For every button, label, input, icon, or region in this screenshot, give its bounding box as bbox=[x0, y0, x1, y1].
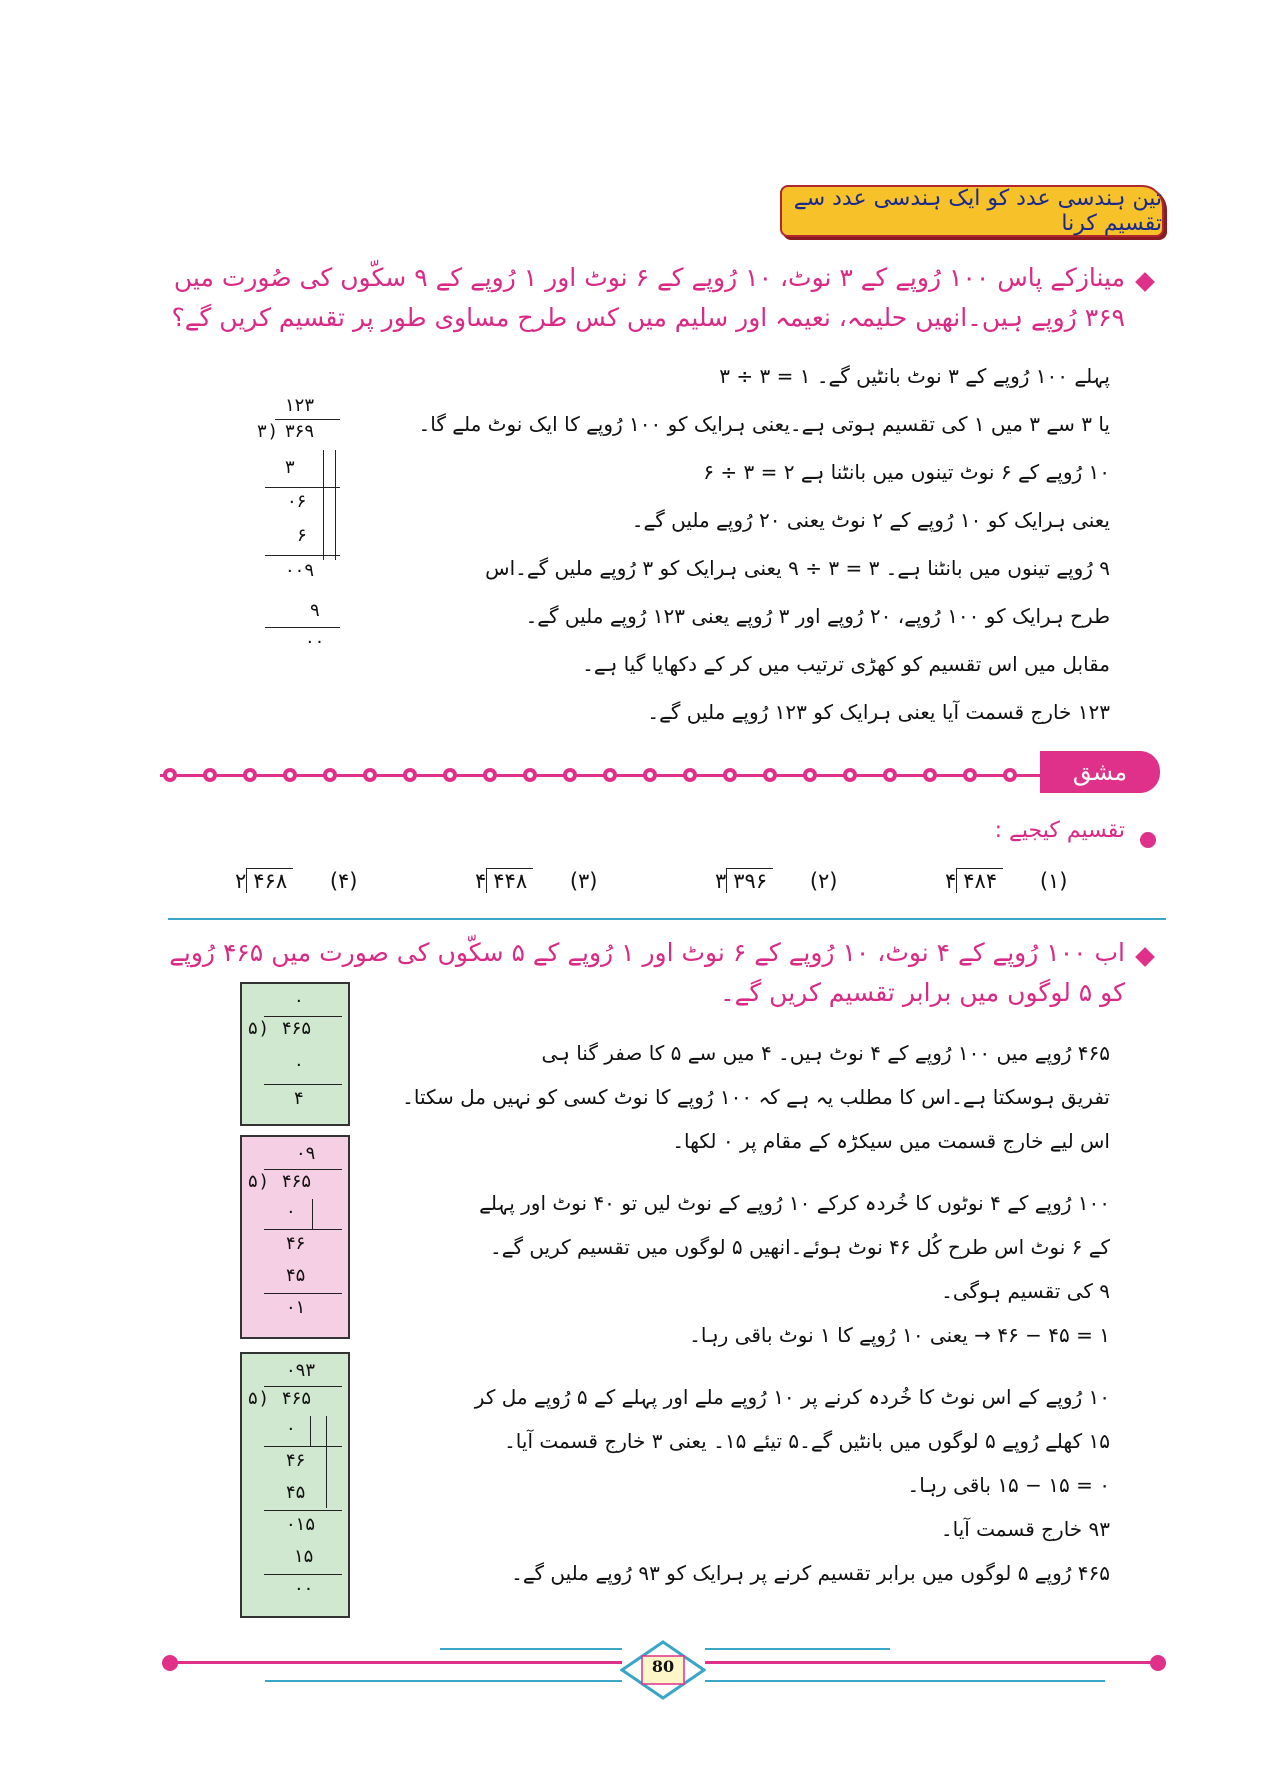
problem2-line: اس لیے خارج قسمت میں سیکڑہ کے مقام پر ۰ لکھا۔ bbox=[672, 1129, 1110, 1153]
decorative-chain bbox=[160, 765, 1040, 785]
step: ۰۰ bbox=[305, 631, 325, 652]
division-box-3: ۰۹۳ ۵ ) ۴۶۵ ۰ ۴۶ ۴۵ ۰۱۵ ۱۵ ۰۰ bbox=[240, 1352, 350, 1618]
divisor: ۳ bbox=[257, 421, 267, 442]
bullet-diamond-icon bbox=[1135, 272, 1155, 292]
step: ۰۱ bbox=[286, 1297, 306, 1318]
problem2-line: تفریق ہوسکتا ہے۔اس کا مطلب یہ ہے کہ ۱۰۰ رُوپے کا نوٹ کسی کو نہیں مل سکتا۔ bbox=[402, 1085, 1110, 1109]
problem2-line: ۱۰۰ رُوپے کے ۴ نوٹوں کا خُردہ کرکے ۱۰ رُوپے کے نوٹ لیں تو ۴۰ نوٹ اور پہلے bbox=[479, 1191, 1110, 1215]
dividend: ۴۶۵ bbox=[282, 1388, 312, 1409]
step: ۰۱۵ bbox=[286, 1514, 316, 1535]
problem2-line: ۱ = ۴۵ − ۴۶ → یعنی ۱۰ رُوپے کا ۱ نوٹ باقی رہا۔ bbox=[689, 1323, 1110, 1347]
problem2-line: ۹ کی تقسیم ہوگی۔ bbox=[941, 1279, 1110, 1303]
problem1-line: مقابل میں اس تقسیم کو کھڑی ترتیب میں کر کے دکھایا گیا ہے۔ bbox=[582, 652, 1110, 676]
problem1-line: طرح ہرایک کو ۱۰۰ رُوپے، ۲۰ رُوپے اور ۳ رُوپے یعنی ۱۲۳ رُوپے ملیں گے۔ bbox=[525, 604, 1110, 628]
footer-rule bbox=[705, 1680, 1105, 1682]
step: ۰۰۹ bbox=[285, 560, 315, 581]
problem2-line: کے ۶ نوٹ اس طرح کُل ۴۶ نوٹ ہوئے۔انھیں ۵ لوگوں میں تقسیم کریں گے۔ bbox=[490, 1235, 1110, 1259]
divisor: ۵ bbox=[248, 1018, 258, 1039]
step: ۰۶ bbox=[287, 491, 307, 512]
problem2-line: ۴۶۵ رُوپے میں ۱۰۰ رُوپے کے ۴ نوٹ ہیں۔ ۴ میں سے ۵ کا صفر گنا ہی bbox=[541, 1041, 1110, 1065]
problem1-line: یعنی ہرایک کو ۱۰ رُوپے کے ۲ نوٹ یعنی ۲۰ رُوپے ملیں گے۔ bbox=[631, 508, 1110, 532]
problem1-line: ۹ رُوپے تینوں میں بانٹنا ہے۔ ۳ = ۳ ÷ ۹ یعنی ہرایک کو ۳ رُوپے ملیں گے۔اس bbox=[485, 556, 1110, 580]
exercise-item-3: ۴ ۴۴۸ (۳) bbox=[475, 869, 598, 893]
problem1-line: یا ۳ سے ۳ میں ۱ کی تقسیم ہوتی ہے۔یعنی ہرایک کو ۱۰۰ رُوپے کا ایک نوٹ ملے گا۔ bbox=[418, 412, 1110, 436]
exercise-title: مشق bbox=[1040, 751, 1160, 793]
problem1-explanation bbox=[410, 358, 1110, 730]
exercise-item-2: ۳ ۳۹۶ (۲) bbox=[715, 869, 838, 893]
problem2-line: ۱۵ کھلے رُوپے ۵ لوگوں میں بانٹیں گے۔۵ تیئے ۱۵۔ یعنی ۳ خارج قسمت آیا۔ bbox=[504, 1429, 1110, 1453]
section-divider bbox=[168, 918, 1166, 920]
problem2-statement: اب ۱۰۰ رُوپے کے ۴ نوٹ، ۱۰ رُوپے کے ۶ نوٹ اور ۱ رُوپے کے ۵ سکّوں کی صورت میں ۴۶۵ رُوپے کو ۵ لوگوں میں برابر تقسیم کریں گے۔ bbox=[169, 938, 1125, 1007]
problem2-line: ۹۳ خارج قسمت آیا۔ bbox=[940, 1517, 1110, 1541]
exercise-item-1: ۴ ۴۸۴ (۱) bbox=[945, 869, 1068, 893]
divisor: ۵ bbox=[248, 1388, 258, 1409]
problem1-line: پہلے ۱۰۰ رُوپے کے ۳ نوٹ بانٹیں گے۔ ۱ = ۳ ÷ ۳ bbox=[719, 364, 1110, 388]
problem1-line: ۱۰ رُوپے کے ۶ نوٹ تینوں میں بانٹنا ہے ۲ = ۳ ÷ ۶ bbox=[703, 460, 1110, 484]
quotient: ۰۹ bbox=[296, 1143, 316, 1164]
dividend: ۴۶۵ bbox=[282, 1171, 312, 1192]
footer-rule bbox=[265, 1680, 622, 1682]
quotient: ۱۲۳ bbox=[285, 395, 315, 416]
step: ۰ bbox=[286, 1418, 296, 1439]
dividend: ۳۶۹ bbox=[285, 421, 315, 442]
problem2-line: ۱۰ رُوپے کے اس نوٹ کا خُردہ کرنے پر ۱۰ رُوپے ملے اور پہلے کے ۵ رُوپے مل کر bbox=[474, 1385, 1110, 1409]
footer-rule bbox=[440, 1648, 622, 1650]
step: ۰۰ bbox=[294, 1578, 314, 1599]
step: ۹ bbox=[310, 600, 320, 621]
footer-rule bbox=[705, 1661, 1155, 1664]
step: ۰ bbox=[286, 1201, 296, 1222]
problem2-line: ۰ = ۱۵ − ۱۵ باقی رہا۔ bbox=[907, 1473, 1110, 1497]
footer-rule bbox=[172, 1661, 622, 1664]
page-number: 80 bbox=[651, 1657, 675, 1676]
problem2-line: ۴۶۵ رُوپے ۵ لوگوں میں برابر تقسیم کرنے پر ہرایک کو ۹۳ رُوپے ملیں گے۔ bbox=[511, 1561, 1110, 1585]
step: ۴۶ bbox=[286, 1233, 306, 1254]
step: ۶ bbox=[297, 525, 307, 546]
step: ۴ bbox=[294, 1088, 304, 1109]
division-box-1: ۰ ۵ ) ۴۶۵ ۰ ۴ bbox=[240, 982, 350, 1126]
quotient: ۰۹۳ bbox=[286, 1360, 316, 1381]
division-box-2: ۰۹ ۵ ) ۴۶۵ ۰ ۴۶ ۴۵ ۰۱ bbox=[240, 1135, 350, 1339]
step: ۴۶ bbox=[286, 1450, 306, 1471]
step: ۳ bbox=[285, 457, 295, 478]
divisor: ۵ bbox=[248, 1171, 258, 1192]
step: ۴۵ bbox=[286, 1265, 306, 1286]
problem1-statement: مینازکے پاس ۱۰۰ رُوپے کے ۳ نوٹ، ۱۰ رُوپے کے ۶ نوٹ اور ۱ رُوپے کے ۹ سکّوں کی صُورت میں ۳۶۹ رُوپے ہیں۔انھیں حلیمہ، نعیمہ اور سلیم میں کس طرح مساوی طور پر تقسیم کریں گے؟ bbox=[171, 263, 1125, 332]
footer-rule bbox=[705, 1648, 890, 1650]
step: ۱۵ bbox=[294, 1546, 314, 1567]
long-division-1: ۱۲۳ ۳ ) ۳۶۹ ۳ ۰۶ ۶ ۰۰۹ ۹ ۰۰ bbox=[255, 395, 355, 675]
step: ۴۵ bbox=[286, 1482, 306, 1503]
step: ۰ bbox=[294, 1054, 304, 1075]
dividend: ۴۶۵ bbox=[282, 1018, 312, 1039]
problem1-line: ۱۲۳ خارج قسمت آیا یعنی ہرایک کو ۱۲۳ رُوپے ملیں گے۔ bbox=[647, 700, 1110, 724]
problem2-explanation bbox=[400, 1035, 1110, 1591]
quotient: ۰ bbox=[294, 990, 304, 1011]
exercise-instruction: تقسیم کیجیے : bbox=[994, 818, 1125, 843]
bullet-dot-icon bbox=[1140, 832, 1156, 848]
topic-header: تین ہندسی عدد کو ایک ہندسی عدد سے تقسیم کرنا bbox=[780, 185, 1164, 237]
bullet-diamond-icon bbox=[1135, 947, 1155, 967]
exercise-item-4: ۲ ۴۶۸ (۴) bbox=[235, 869, 358, 893]
